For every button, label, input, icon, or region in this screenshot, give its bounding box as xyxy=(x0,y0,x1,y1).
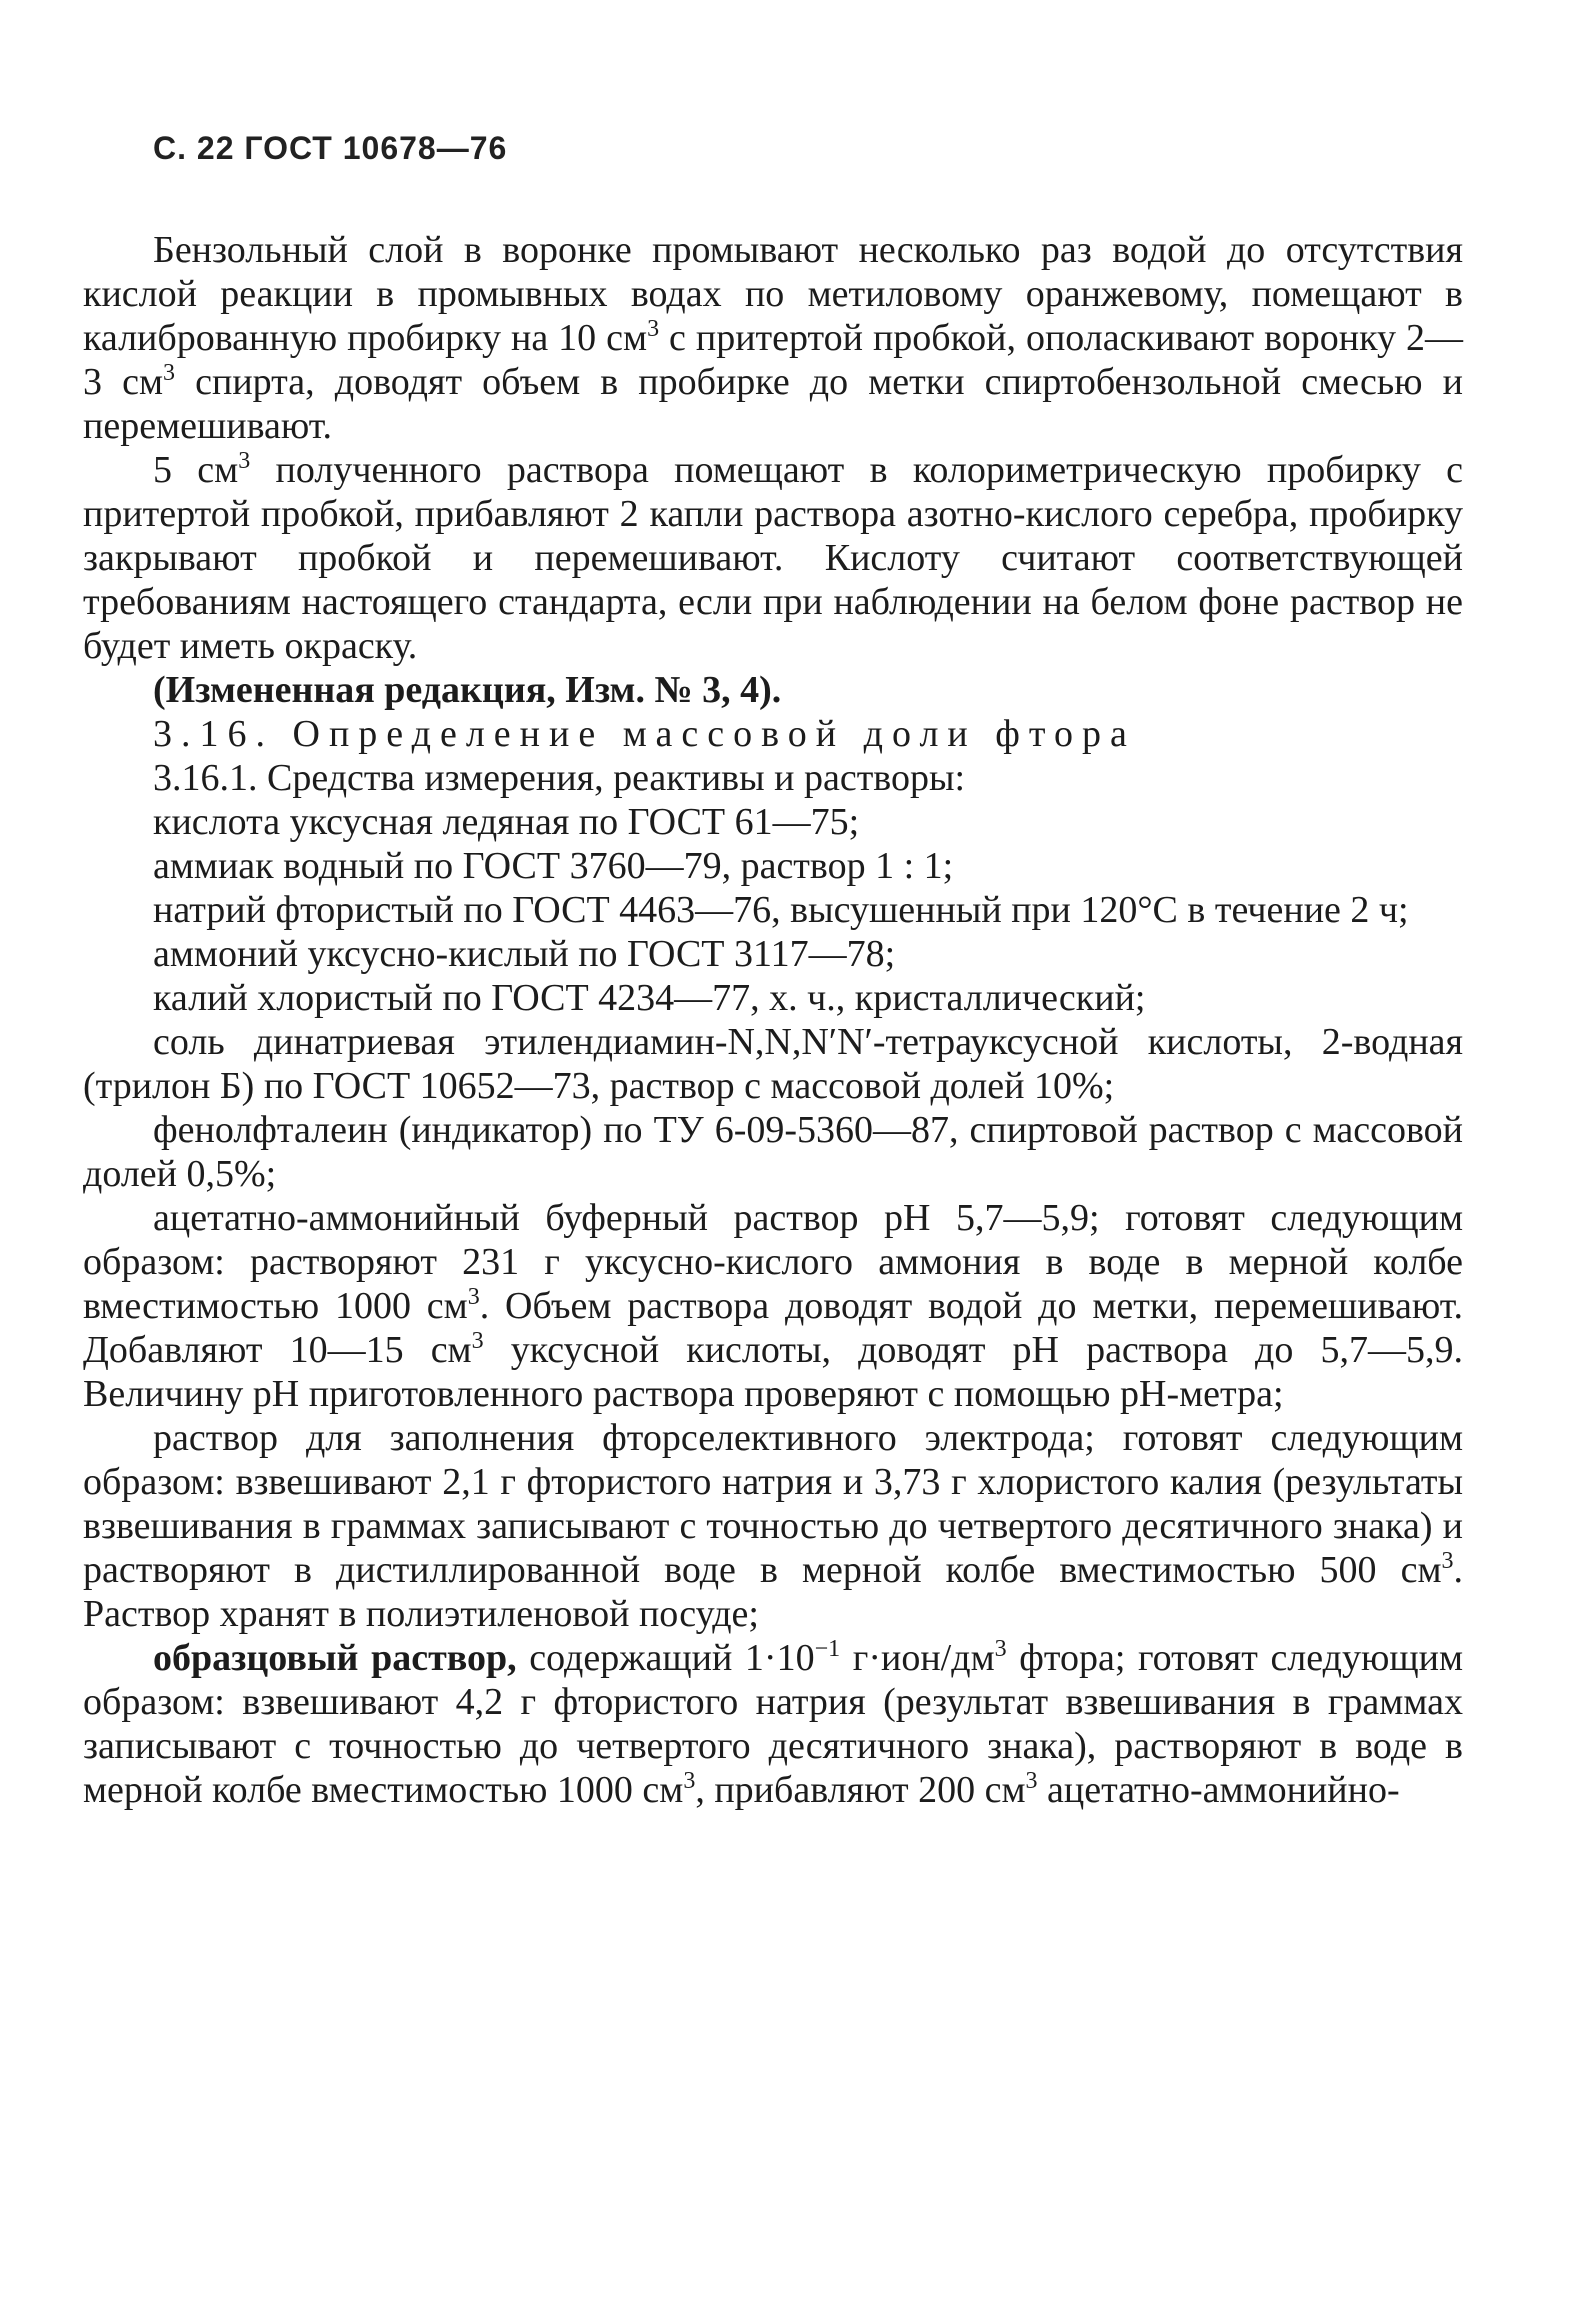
list-item xyxy=(83,1636,1463,1812)
subsection-heading: 3.16.1. Средства измерения, реактивы и растворы: xyxy=(153,757,966,799)
list-item: кислота уксусная ледяная по ГОСТ 61—75; xyxy=(153,801,860,843)
paragraph xyxy=(83,448,1463,668)
section-heading: 3.16. Определение массовой доли фтора xyxy=(153,713,1136,755)
list-item xyxy=(83,1416,1463,1636)
superscript: 3 xyxy=(1025,1768,1038,1794)
text-run: ацетатно-аммонийный буферный раствор pH 5,7—5,9; готовят следующим образом: растворяют 231 г уксусно-кислого аммония в воде в мерной колбе вместимостью 1000 см xyxy=(83,1197,1463,1327)
superscript: 3 xyxy=(683,1768,696,1794)
list-item: калий хлористый по ГОСТ 4234—77, х. ч., кристаллический; xyxy=(153,977,1146,1019)
text-run: полученного раствора помещают в колориметрическую пробирку с притертой пробкой, прибавляют 2 капли раствора азотно-кислого серебра, пробирку закрывают пробкой и перемешивают. Кислоту считают соответствующей требованиям настоящего стандарта, если при наблюдении на белом фоне раствор не будет иметь окраску. xyxy=(83,449,1463,667)
text-run: с притертой пробкой, ополаскивают воронку 2—3 см xyxy=(83,317,1464,403)
paragraph xyxy=(83,228,1463,448)
term-bold: образцовый раствор, xyxy=(153,1637,517,1679)
text-run: , прибавляют 200 см xyxy=(695,1769,1026,1811)
text-run: спирта, доводят объем в пробирке до метки спиртобензольной смесью и перемешивают. xyxy=(83,361,1463,447)
list-item: аммоний уксусно-кислый по ГОСТ 3117—78; xyxy=(153,933,896,975)
superscript: 3 xyxy=(1441,1548,1454,1574)
superscript: 3 xyxy=(994,1636,1007,1662)
list-item: аммиак водный по ГОСТ 3760—79, раствор 1 : 1; xyxy=(153,845,954,887)
superscript: 3 xyxy=(471,1328,484,1354)
list-item: фенолфталеин (индикатор) по ТУ 6-09-5360—87, спиртовой раствор с массовой долей 0,5%; xyxy=(83,1109,1463,1195)
superscript: 3 xyxy=(467,1284,480,1310)
text-run: . Раствор хранят в полиэтиленовой посуде; xyxy=(83,1549,1463,1635)
text-run: уксусной кислоты, доводят pH раствора до 5,7—5,9. Величину pH приготовленного раствора проверяют с помощью pH-метра; xyxy=(83,1329,1463,1415)
list-item xyxy=(83,1196,1463,1416)
text-run: содержащий 1·10 xyxy=(516,1637,815,1679)
list-item: соль динатриевая этилендиамин-N,N,N′N′-тетрауксусной кислоты, 2-водная (трилон Б) по ГОСТ 10652—73, раствор с массовой долей 10%; xyxy=(83,1021,1463,1107)
amendment-note: (Измененная редакция, Изм. № 3, 4). xyxy=(153,669,782,711)
superscript: 3 xyxy=(163,360,176,386)
text-run: г·ион/дм xyxy=(840,1637,995,1679)
document-body xyxy=(83,228,1463,1812)
superscript: 3 xyxy=(647,316,660,342)
text-run: раствор для заполнения фторселективного электрода; готовят следующим образом: взвешивают 2,1 г фтористого натрия и 3,73 г хлористого калия (результаты взвешивания в граммах записывают с точностью до четвертого десятичного знака) и растворяют в дистиллированной воде в мерной колбе вместимостью 500 см xyxy=(83,1417,1463,1591)
text-run: Бензольный слой в воронке промывают несколько раз водой до отсутствия кислой реакции в промывных водах по метиловому оранжевому, помещают в калиброванную пробирку на 10 см xyxy=(83,229,1463,359)
text-run: 5 см xyxy=(153,449,239,491)
superscript: −1 xyxy=(814,1636,841,1662)
superscript: 3 xyxy=(238,448,251,474)
text-run: . Объем раствора доводят водой до метки, перемешивают. Добавляют 10—15 см xyxy=(83,1285,1463,1371)
list-item: натрий фтористый по ГОСТ 4463—76, высушенный при 120°С в течение 2 ч; xyxy=(153,889,1409,931)
page-header: С. 22 ГОСТ 10678—76 xyxy=(153,130,508,166)
text-run: фтора; готовят следующим образом: взвешивают 4,2 г фтористого натрия (результат взвешивания в граммах записывают с точностью до четвертого десятичного знака), растворяют в воде в мерной колбе вместимостью 1000 см xyxy=(83,1637,1464,1811)
text-run: ацетатно-аммонийно- xyxy=(1037,1769,1400,1811)
